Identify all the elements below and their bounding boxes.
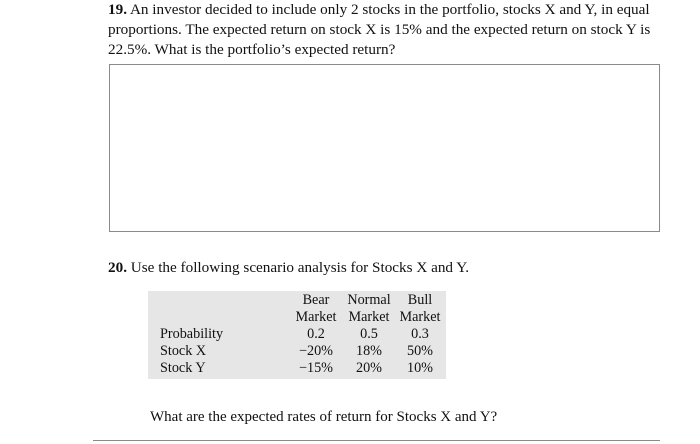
question-20-number: 20. [108,259,127,276]
answer-line[interactable] [93,440,660,441]
row-label-stock-x: Stock X [160,343,207,359]
table-cell: 50% [406,343,433,359]
table-cell: 0.3 [411,326,429,342]
column-header-bull: Bull [407,292,433,308]
table-cell: −15% [298,360,333,376]
sub-question: What are the expected rates of return for Stocks X and Y? [150,409,498,425]
question-20 [108,258,469,278]
question-20-text: Use the following scenario analysis for Stocks X and Y. [126,259,470,276]
table-cell: 10% [406,360,433,376]
column-header-bull-market: Market [399,309,441,325]
question-19-number: 19. [108,1,127,18]
table-cell: 0.5 [360,326,378,342]
row-label-stock-y: Stock Y [160,360,206,376]
question-19-text: An investor decided to include only 2 stocks in the portfolio, stocks X and Y, in equal proportions. The expected return on stock X is 15% and the expected return on stock Y is 22.5%. What is the portfolio’s expected return? [108,1,651,58]
table-cell: −20% [298,343,333,359]
column-header-normal-market: Market [348,309,390,325]
table-cell: 0.2 [307,326,325,342]
table-cell: 20% [355,360,382,376]
column-header-normal: Normal [347,292,391,308]
column-header-bear: Bear [302,292,330,308]
row-label-probability: Probability [160,326,224,342]
table-cell: 18% [355,343,382,359]
scenario-table [148,291,446,379]
question-19 [108,0,668,60]
column-header-bear-market: Market [295,309,337,325]
answer-box-19[interactable] [109,64,660,232]
